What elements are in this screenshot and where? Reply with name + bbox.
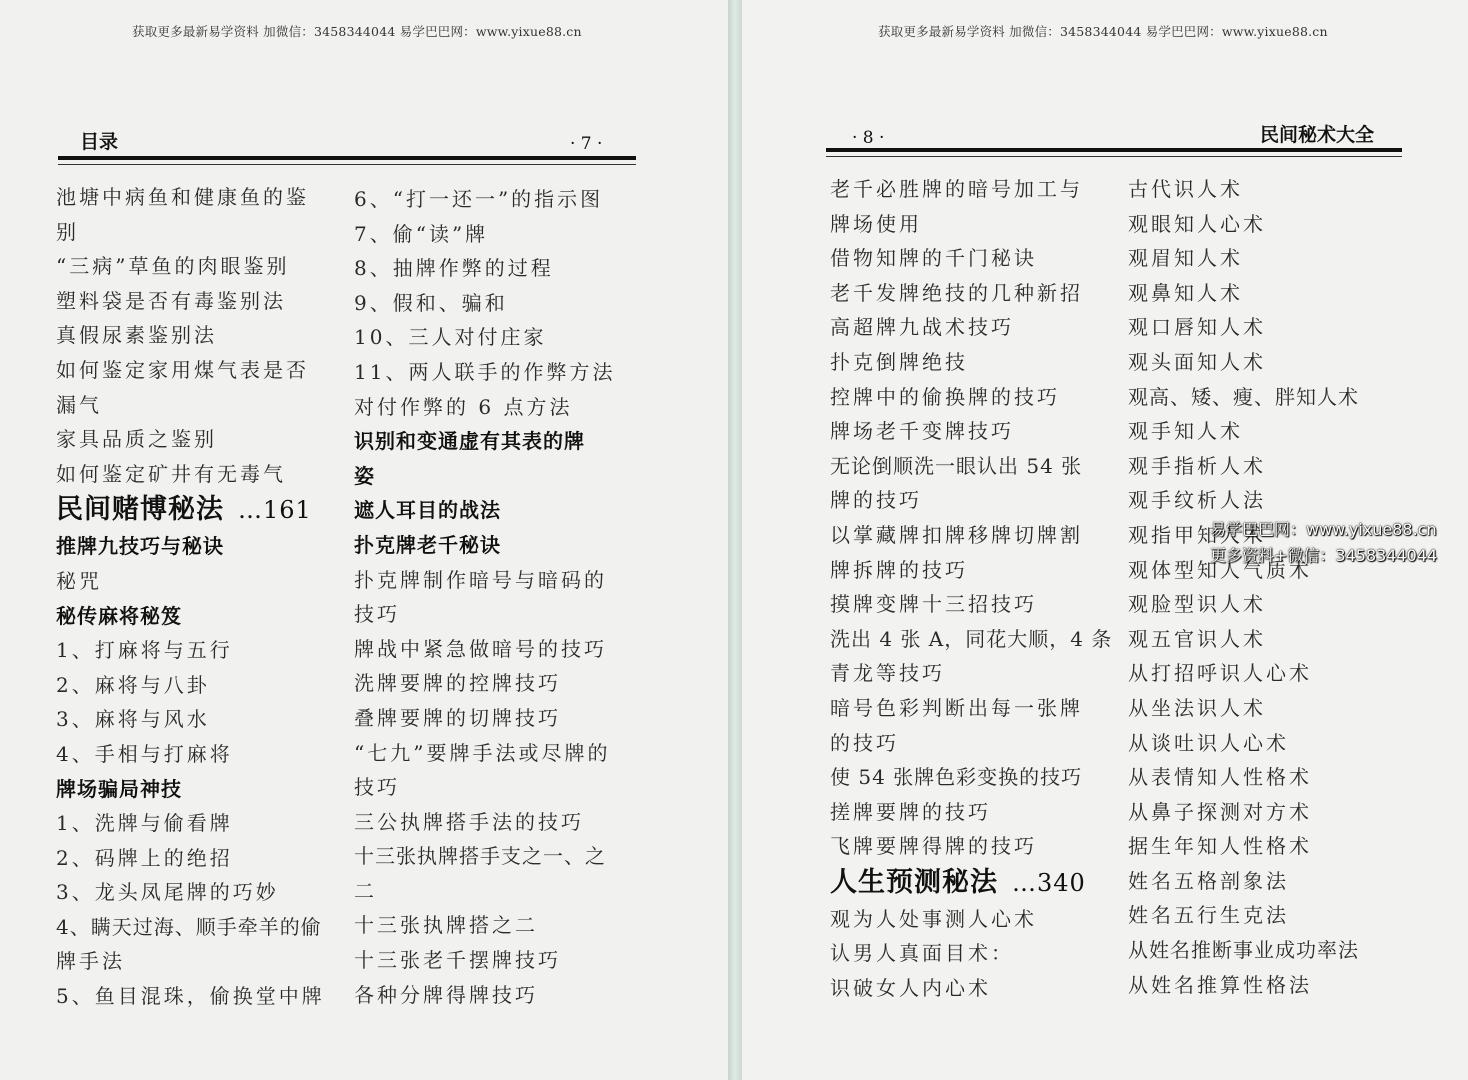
- toc-entry: [830, 449, 1112, 484]
- watermark-text: 获取更多最新易学资料 加微信：3458344044 易学巴巴网：www.yixue88.cn: [132, 24, 582, 39]
- toc-entry-text: 以掌藏牌扣牌移牌切牌割: [830, 522, 1083, 547]
- toc-entry-text: 观手知人术: [1128, 419, 1243, 444]
- toc-entry: [56, 944, 325, 979]
- toc-entry: [830, 760, 1112, 795]
- toc-entry-text: 控牌中的偷换牌的技巧: [830, 384, 1060, 409]
- toc-entry: [1128, 207, 1359, 242]
- toc-entry-text: 三公执牌搭手法的技巧: [354, 809, 584, 834]
- toc-entry: [1128, 172, 1359, 207]
- toc-subheading: [354, 493, 615, 528]
- toc-entry-text: 从鼻子探测对方术: [1128, 799, 1312, 824]
- toc-entry-text: 识破女人内心术: [830, 976, 991, 1001]
- toc-entry-text: 9、假和、骗和: [354, 290, 508, 315]
- toc-entry-text: 别: [56, 219, 79, 244]
- toc-entry-text: 如何鉴定矿井有无毒气: [56, 461, 286, 486]
- toc-entry-text: 牌的技巧: [830, 488, 922, 513]
- toc-entry-text: 二: [354, 878, 377, 903]
- toc-entry-text: 搓牌要牌的技巧: [830, 799, 991, 824]
- toc-entry-text: 古代识人术: [1128, 177, 1243, 201]
- toc-entry-text: 观为人处事测人心术: [830, 906, 1037, 931]
- toc-entry: [830, 172, 1112, 207]
- toc-entry-text: 秘传麻将秘笈: [56, 603, 182, 628]
- toc-entry: [830, 518, 1112, 553]
- toc-entry-text: 十三张执牌搭手支之一、之: [354, 844, 606, 869]
- toc-entry: [1128, 691, 1359, 726]
- toc-entry: [354, 736, 615, 771]
- toc-entry-text: 摸牌变牌十三招技巧: [830, 592, 1037, 617]
- toc-entry: [830, 553, 1112, 588]
- toc-entry: [56, 806, 325, 841]
- toc-entry: [56, 875, 325, 910]
- toc-entry-text: 观体型知人气质术: [1128, 557, 1312, 582]
- toc-entry: [1128, 587, 1359, 622]
- toc-entry-text: 观高、矮、瘦、胖知人术: [1128, 384, 1359, 409]
- toc-entry: [830, 241, 1112, 276]
- toc-entry-text: 民间赌博秘法: [56, 494, 224, 526]
- toc-entry-text: 暗号色彩判断出每一张牌: [830, 695, 1083, 720]
- toc-entry-text: 牌场骗局神技: [56, 776, 182, 801]
- toc-entry-text: 观手指析人术: [1128, 453, 1266, 478]
- toc-entry-text: 十三张执牌搭之二: [354, 913, 538, 938]
- toc-entry-text: 观眼知人心术: [1128, 211, 1266, 236]
- right-page: [742, 0, 1468, 1080]
- toc-entry-text: “三病”草鱼的肉眼鉴别: [56, 254, 290, 279]
- toc-entry-text: “七九”要牌手法或尽牌的: [354, 740, 611, 765]
- toc-entry-text: 各种分牌得牌技巧: [354, 982, 538, 1007]
- toc-entry-text: 7、偷“读”牌: [354, 221, 489, 246]
- toc-entry: [1128, 241, 1359, 276]
- toc-entry: [56, 353, 325, 388]
- toc-entry-text: 2、麻将与八卦: [56, 672, 210, 697]
- toc-subheading: [56, 529, 325, 564]
- toc-section-heading: [56, 491, 325, 529]
- toc-entry: [56, 318, 325, 353]
- toc-entry: [1128, 483, 1359, 518]
- toc-entry-text: 3、龙头凤尾牌的巧妙: [56, 880, 279, 905]
- toc-entry-text: 塑料袋是否有毒鉴别法: [56, 288, 286, 313]
- site-stamp-line-2: 更多资料+微信：3458344044: [1210, 546, 1438, 565]
- toc-entry-text: 10、三人对付庄家: [354, 325, 547, 350]
- header-rule: [58, 156, 636, 160]
- toc-entry: [56, 668, 325, 703]
- toc-entry-text: 十三张老千摆牌技巧: [354, 948, 561, 973]
- toc-entry: [1128, 380, 1359, 415]
- toc-entry: [56, 388, 325, 423]
- toc-entry: [56, 737, 325, 772]
- toc-entry-text: 观鼻知人术: [1128, 280, 1243, 305]
- toc-entry-text: 观指甲知人术: [1128, 522, 1266, 547]
- toc-entry-text: 5、鱼目混珠，偷换堂中牌: [56, 984, 325, 1009]
- toc-entry-text: 据生年知人性格术: [1128, 834, 1312, 859]
- toc-entry: [830, 380, 1112, 415]
- toc-entry-text: 从谈吐识人心术: [1128, 730, 1289, 755]
- toc-entry-text: 从表情知人性格术: [1128, 765, 1312, 790]
- toc-entry-text: 认男人真面目术：: [830, 941, 1014, 966]
- toc-entry-text: 观五官识人术: [1128, 626, 1266, 651]
- toc-entry: [830, 345, 1112, 380]
- toc-entry-text: 青龙等技巧: [830, 661, 945, 686]
- toc-entry: [56, 180, 325, 215]
- toc-entry-text: 6、“打一还一”的指示图: [354, 187, 604, 211]
- page-number: · 8 ·: [852, 128, 885, 148]
- toc-entry: [830, 276, 1112, 311]
- toc-entry-text: 推牌九技巧与秘诀: [56, 534, 224, 559]
- toc-entry: [56, 979, 325, 1014]
- toc-entry: [354, 390, 615, 425]
- header-title: 目录: [80, 131, 119, 153]
- toc-entry: [354, 908, 615, 943]
- toc-entry: [56, 284, 325, 319]
- toc-entry: [830, 207, 1112, 242]
- toc-entry: [56, 633, 325, 668]
- toc-entry: [56, 215, 325, 250]
- toc-entry-text: 从打招呼识人心术: [1128, 661, 1312, 686]
- toc-entry-text: 秘咒: [56, 568, 102, 593]
- header-title: 民间秘术大全: [1260, 124, 1375, 146]
- toc-subheading: [354, 459, 615, 494]
- toc-column-1: [56, 180, 325, 1014]
- toc-entry-text: 飞牌要牌得牌的技巧: [830, 834, 1037, 859]
- toc-entry-text: 姓名五行生克法: [1128, 903, 1289, 928]
- toc-entry: [354, 217, 615, 252]
- toc-entry-text: 从坐法识人术: [1128, 695, 1266, 720]
- toc-entry: [830, 971, 1112, 1006]
- toc-subheading: [354, 528, 615, 563]
- toc-page-ref: …161: [238, 496, 312, 525]
- toc-entry: [1128, 276, 1359, 311]
- toc-entry-text: 1、洗牌与偷看牌: [56, 811, 233, 836]
- toc-entry-text: 高超牌九战术技巧: [830, 315, 1014, 340]
- toc-entry: [354, 286, 615, 321]
- toc-entry-text: 观头面知人术: [1128, 349, 1266, 374]
- toc-entry-text: 使 54 张牌色彩变换的技巧: [830, 765, 1083, 790]
- toc-entry-text: 扑克牌制作暗号与暗码的: [354, 567, 607, 592]
- toc-entry-text: 老千发牌绝技的几种新招: [830, 280, 1083, 305]
- toc-entry: [354, 770, 615, 805]
- toc-entry: [354, 874, 615, 909]
- toc-entry-text: 观脸型识人术: [1128, 592, 1266, 617]
- toc-entry-text: 1、打麻将与五行: [56, 638, 233, 663]
- toc-entry: [830, 691, 1112, 726]
- toc-entry-text: 借物知牌的千门秘诀: [830, 246, 1037, 271]
- toc-entry-text: 扑克倒牌绝技: [830, 349, 968, 374]
- toc-entry: [1128, 345, 1359, 380]
- toc-entry: [1128, 864, 1359, 899]
- toc-entry-text: 4、手相与打麻将: [56, 741, 233, 766]
- toc-entry: [56, 910, 325, 945]
- toc-entry-text: 3、麻将与风水: [56, 707, 210, 732]
- toc-entry: [830, 414, 1112, 449]
- toc-entry: [1128, 449, 1359, 484]
- toc-entry: [354, 805, 615, 840]
- watermark-text: 获取更多最新易学资料 加微信：3458344044 易学巴巴网：www.yixue88.cn: [878, 24, 1328, 39]
- toc-entry-text: 4、瞒天过海、顺手牵羊的偷: [56, 914, 322, 939]
- toc-entry-text: 识别和变通虚有其表的牌: [354, 429, 585, 454]
- toc-entry: [56, 422, 325, 457]
- toc-entry-text: 家具品质之鉴别: [56, 427, 217, 452]
- toc-entry-text: 牌拆牌的技巧: [830, 557, 968, 582]
- toc-entry: [1128, 933, 1359, 968]
- toc-entry-text: 姓名五格剖象法: [1128, 868, 1289, 893]
- toc-entry-text: 老千必胜牌的暗号加工与: [830, 177, 1083, 201]
- toc-entry: [830, 310, 1112, 345]
- toc-entry: [830, 656, 1112, 691]
- toc-entry: [354, 666, 615, 701]
- toc-entry-text: 从姓名推算性格法: [1128, 972, 1312, 997]
- header-rule-thin: [826, 156, 1402, 157]
- toc-entry-text: 无论倒顺洗一眼认出 54 张: [830, 453, 1083, 478]
- toc-entry: [354, 597, 615, 632]
- toc-entry-text: 牌手法: [56, 949, 125, 974]
- toc-entry: [1128, 898, 1359, 933]
- toc-entry: [1128, 760, 1359, 795]
- toc-entry-text: 观手纹析人法: [1128, 488, 1266, 513]
- toc-entry: [354, 320, 615, 355]
- toc-entry: [354, 251, 615, 286]
- toc-entry: [354, 701, 615, 736]
- toc-section-heading: [830, 864, 1112, 902]
- toc-entry: [1128, 656, 1359, 691]
- toc-entry-text: 8、抽牌作弊的过程: [354, 256, 554, 281]
- toc-entry-text: 牌场使用: [830, 211, 922, 236]
- header-rule-thin: [58, 164, 636, 165]
- toc-subheading: [56, 772, 325, 807]
- toc-entry: [830, 726, 1112, 761]
- toc-entry-text: 对付作弊的 6 点方法: [354, 394, 573, 419]
- toc-entry-text: 漏气: [56, 392, 102, 417]
- toc-entry: [1128, 622, 1359, 657]
- toc-entry: [354, 355, 615, 390]
- toc-entry-text: 技巧: [354, 775, 400, 800]
- toc-entry-text: 11、两人联手的作弊方法: [354, 359, 616, 384]
- toc-entry: [1128, 414, 1359, 449]
- toc-entry-text: 的技巧: [830, 730, 899, 755]
- toc-entry-text: 牌战中紧急做暗号的技巧: [354, 636, 607, 661]
- toc-entry: [56, 457, 325, 492]
- toc-entry-text: 姿: [354, 463, 375, 488]
- toc-entry-text: 观眉知人术: [1128, 246, 1243, 271]
- toc-entry: [354, 978, 615, 1013]
- toc-subheading: [56, 599, 325, 634]
- toc-entry-text: 洗牌要牌的控牌技巧: [354, 671, 561, 696]
- toc-entry: [354, 943, 615, 978]
- toc-entry: [354, 182, 615, 217]
- toc-entry-text: 遮人耳目的战法: [354, 498, 501, 523]
- toc-entry-text: 从姓名推断事业成功率法: [1128, 938, 1359, 963]
- toc-entry: [56, 564, 325, 599]
- toc-entry: [56, 702, 325, 737]
- toc-entry: [1128, 829, 1359, 864]
- toc-entry: [354, 632, 615, 667]
- toc-entry-text: 洗出 4 张 A，同花大顺，4 条: [830, 626, 1113, 651]
- toc-page-ref: …340: [1012, 868, 1086, 897]
- toc-entry: [830, 587, 1112, 622]
- toc-entry: [56, 249, 325, 284]
- toc-entry: [830, 936, 1112, 971]
- toc-entry: [830, 622, 1112, 657]
- toc-entry: [354, 563, 615, 598]
- book-gutter: [728, 0, 742, 1080]
- toc-column-2: [1128, 172, 1359, 1002]
- toc-column-1: [830, 172, 1112, 1006]
- toc-entry: [1128, 726, 1359, 761]
- page-number: · 7 ·: [570, 134, 603, 154]
- toc-entry-text: 池塘中病鱼和健康鱼的鉴: [56, 185, 309, 209]
- toc-entry-text: 扑克牌老千秘诀: [354, 532, 501, 557]
- toc-subheading: [354, 424, 615, 459]
- toc-entry-text: 技巧: [354, 602, 400, 627]
- toc-column-2: [354, 182, 615, 1012]
- toc-entry: [830, 483, 1112, 518]
- toc-entry-text: 牌场老千变牌技巧: [830, 419, 1014, 444]
- toc-entry: [354, 839, 615, 874]
- toc-entry-text: 真假尿素鉴别法: [56, 323, 217, 348]
- toc-entry-text: 叠牌要牌的切牌技巧: [354, 705, 561, 730]
- toc-entry: [1128, 795, 1359, 830]
- site-stamp-line-1: 易学巴巴网：www.yixue88.cn: [1210, 520, 1437, 539]
- toc-entry: [1128, 310, 1359, 345]
- toc-entry: [1128, 968, 1359, 1003]
- toc-entry-text: 人生预测秘法: [830, 866, 998, 898]
- toc-entry-text: 观口唇知人术: [1128, 315, 1266, 340]
- toc-entry: [830, 795, 1112, 830]
- toc-entry: [830, 829, 1112, 864]
- toc-entry: [830, 902, 1112, 937]
- header-rule: [826, 148, 1402, 152]
- left-page: [0, 0, 728, 1080]
- toc-entry: [56, 841, 325, 876]
- toc-entry-text: 2、码牌上的绝招: [56, 845, 233, 870]
- toc-entry-text: 如何鉴定家用煤气表是否: [56, 357, 309, 382]
